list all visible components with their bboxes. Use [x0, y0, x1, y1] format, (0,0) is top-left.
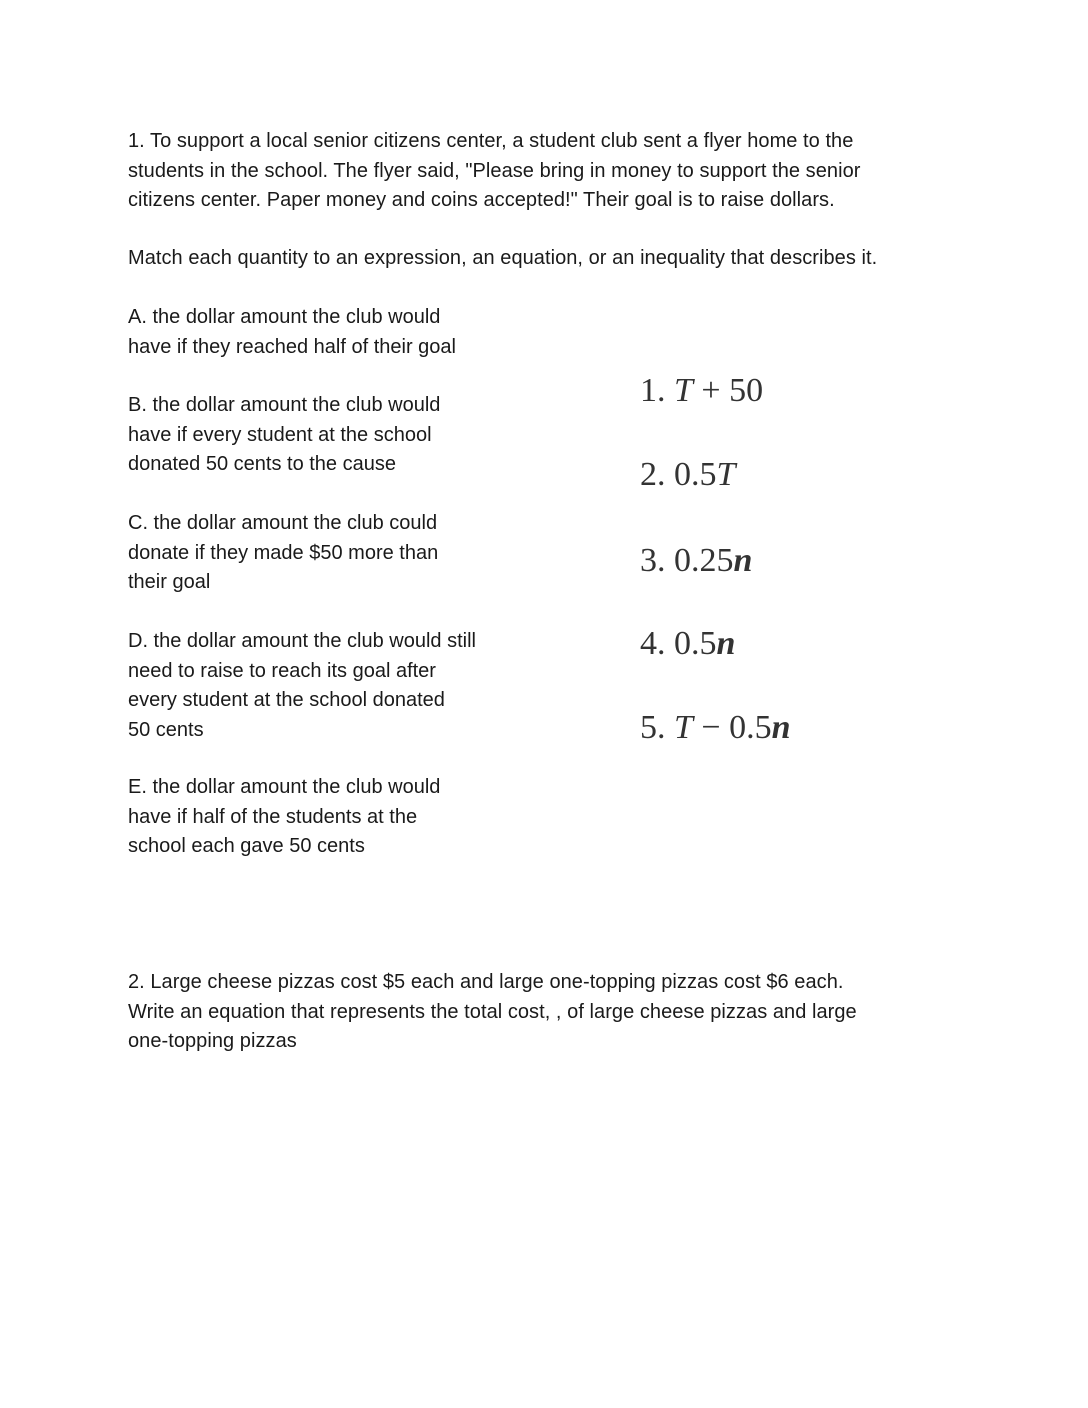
expression-3	[640, 541, 752, 581]
expression-coefficient: 0.5	[674, 456, 717, 493]
quantity-item-e	[128, 773, 440, 862]
expression-number: 3.	[640, 542, 666, 579]
quantity-item-d	[128, 627, 476, 745]
quantity-item-a	[128, 303, 456, 362]
expression-2	[640, 455, 735, 495]
expression-minus-term: − 0.5	[692, 709, 772, 746]
item-line: school each gave 50 cents	[128, 835, 365, 857]
item-line: have if every student at the school	[128, 423, 432, 446]
expression-number: 5.	[640, 709, 666, 746]
item-line: donated 50 cents to the cause	[128, 453, 396, 475]
expression-rest: + 50	[692, 372, 764, 409]
expression-variable: T	[716, 456, 736, 493]
expression-number: 4.	[640, 625, 666, 662]
expression-number: 1.	[640, 372, 666, 409]
expression-variable: n	[733, 542, 753, 579]
question-1-line: students in the school. The flyer said, "Please bring in money to support the senior	[128, 159, 861, 182]
quantity-item-c	[128, 509, 438, 598]
question-1-line: citizens center. Paper money and coins accepted!" Their goal is to raise dollars.	[128, 189, 835, 211]
question-1-line: 1. To support a local senior citizens center, a student club sent a flyer home to the	[128, 130, 854, 152]
expression-4	[640, 624, 735, 664]
item-line: D. the dollar amount the club would still	[128, 630, 476, 652]
expression-coefficient: 0.25	[674, 542, 734, 579]
item-line: C. the dollar amount the club could	[128, 512, 438, 534]
quantity-item-b	[128, 391, 440, 480]
expression-variable: T	[674, 372, 693, 409]
question-2-line: Write an equation that represents the total cost, , of large cheese pizzas and large	[128, 1000, 857, 1023]
item-line: have if they reached half of their goal	[128, 335, 456, 358]
instruction-line: Match each quantity to an expression, an equation, or an inequality that describes it.	[128, 247, 878, 269]
question-2-line: one-topping pizzas	[128, 1030, 297, 1052]
item-line: have if half of the students at the	[128, 805, 418, 828]
expression-variable: T	[674, 709, 693, 746]
item-line: donate if they made $50 more than	[128, 541, 439, 564]
item-line: A. the dollar amount the club would	[128, 306, 441, 328]
expression-variable: n	[716, 625, 736, 662]
item-line: their goal	[128, 571, 211, 593]
matching-instruction	[128, 244, 877, 274]
item-line: need to raise to reach its goal after	[128, 659, 436, 682]
item-line: B. the dollar amount the club would	[128, 394, 441, 416]
item-line: every student at the school donated	[128, 689, 445, 711]
question-2-line: 2. Large cheese pizzas cost $5 each and large one-topping pizzas cost $6 each.	[128, 971, 844, 993]
item-line: E. the dollar amount the club would	[128, 776, 441, 798]
expression-variable-2: n	[771, 709, 791, 746]
expression-coefficient: 0.5	[674, 625, 717, 662]
question-2-prompt	[128, 968, 857, 1057]
question-1-prompt	[128, 127, 860, 216]
expression-1	[640, 371, 763, 411]
item-line: 50 cents	[128, 718, 204, 741]
expression-5	[640, 708, 791, 748]
expression-number: 2.	[640, 456, 666, 493]
